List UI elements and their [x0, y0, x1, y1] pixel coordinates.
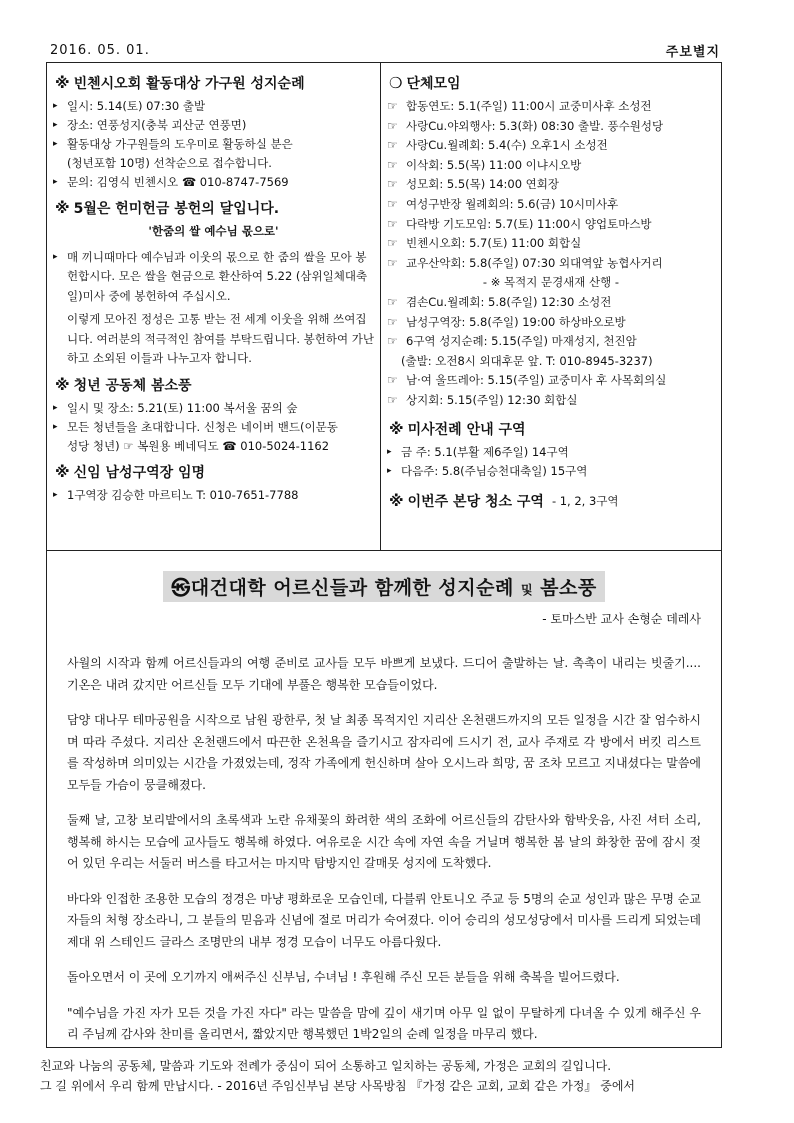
pointing-hand-icon: ☞ [387, 99, 398, 113]
section-title-district-leader: ※ 신임 남성구역장 임명 [55, 462, 206, 481]
triangle-bullet-icon: ▸ [53, 139, 58, 149]
pointing-hand-icon: ☞ [387, 157, 398, 172]
pilgrimage-departure-note: (출발: 오전8시 외대후문 앞. T: 010-8945-3237) [401, 353, 653, 368]
list-item: ☞ 겸손Cu.월례회: 5.8(주일) 12:30 소성전 [387, 293, 715, 313]
pointing-hand-icon: ☞ [387, 236, 398, 251]
page-header [50, 40, 720, 60]
article-paragraph: 사월의 시작과 함께 어르신들과의 여행 준비로 교사들 모두 바쁘게 보냈다. 드디어 출발하는 날. 촉촉이 내리는 빗줄기.... 기온은 내려 갔지만 어르신들 모두 기대에 부풀은 행복한 모습들이었다. [67, 656, 701, 692]
article-title: ㉿대건대학 어르신들과 함께한 성지순례 및 봄소풍 [163, 571, 604, 602]
cleaning-districts: - 1, 2, 3구역 [551, 493, 619, 508]
pointing-hand-icon: ☞ [387, 334, 398, 349]
special-mark-icon: ㉿ [171, 577, 191, 599]
pointing-hand-icon: ☞ [387, 118, 398, 133]
pointing-hand-icon: ☞ [387, 138, 398, 153]
rice-offering-subtitle: '한줌의 쌀 예수님 몫으로' [148, 224, 279, 238]
issue-date: 2016. 05. 01. [50, 42, 150, 58]
section-title-liturgy: ※ 미사전례 안내 구역 [389, 419, 526, 438]
pointing-hand-icon: ☞ [387, 216, 398, 231]
list-item: ▸ 활동대상 가구원들의 도우미로 활동하실 분은 [53, 135, 374, 154]
triangle-bullet-icon: ▸ [53, 489, 58, 500]
article-paragraph: 바다와 인접한 조용한 모습의 정경은 마냥 평화로운 모습인데, 다블뤼 안토니오 주교 등 5명의 순교 성인과 많은 무명 순교자들의 처형 장소라니, 그 분들의 믿음과 신념에 절로 머리가 숙여졌다. 이어 승리의 성모성당에서 미사를 드리게 되었는데 제대 위 스테인드 글라스 조명만의 내부 정경 모습이 너무도 아름다웠다. [67, 891, 701, 949]
triangle-bullet-icon: ▸ [387, 465, 392, 476]
triangle-bullet-icon: ▸ [53, 177, 58, 187]
right-column [381, 63, 721, 550]
list-item: ☞ 상지회: 5.15(주일) 12:30 회합실 [387, 391, 715, 411]
flower-mark-icon: ※ [55, 462, 70, 481]
list-item: ▸ 다음주: 5.8(주님승천대축일) 15구역 [387, 462, 715, 481]
article-byline: - 토마스반 교사 손형순 데레사 [542, 612, 701, 626]
pointing-hand-icon: ☞ [387, 196, 398, 211]
list-item: ☞ 6구역 성지순례: 5.15(주일) 마재성지, 천진암 [387, 332, 715, 352]
list-item: ☞ 교우산악회: 5.8(주일) 07:30 외대역앞 농협사거리 [387, 254, 715, 274]
flower-mark-icon: ※ [389, 419, 404, 438]
left-column [47, 63, 381, 550]
triangle-bullet-icon: ▸ [53, 120, 58, 130]
triangle-bullet-icon: ▸ [53, 402, 58, 413]
list-item: ☞ 남·여 울뜨레아: 5.15(주일) 교중미사 후 사목회의실 [387, 371, 715, 391]
article-paragraph: 돌아오면서 이 곳에 오기까지 애써주신 신부님, 수녀님 ! 후원해 주신 모든 분들을 위해 축복을 빌어드렸다. [67, 970, 620, 984]
flower-mark-icon: ※ [55, 375, 70, 394]
triangle-bullet-icon: ▸ [53, 251, 58, 262]
notice-grid [47, 63, 721, 551]
list-item: ☞ 성모회: 5.5(목) 14:00 연회장 [387, 175, 715, 195]
section-title-cleaning: ※ 이번주 본당 청소 구역 - 1, 2, 3구역 [389, 491, 619, 510]
list-item: ☞ 남성구역장: 5.8(주일) 19:00 하상바오로방 [387, 313, 715, 333]
section-title-vincent: ※ 빈첸시오회 활동대상 가구원 성지순례 [55, 74, 305, 92]
list-item: (청년포함 10명) 선착순으로 접수합니다. [67, 156, 272, 170]
footer-line: 그 길 위에서 우리 함께 만납시다. - 2016년 주임신부님 본당 사목방침 『가정 같은 교회, 교회 같은 가정』 중에서 [40, 1079, 636, 1093]
list-item: ▸ 문의: 김영식 빈첸시오 ☎ 010-8747-7569 [53, 173, 374, 192]
list-item: ☞ 합동연도: 5.1(주일) 11:00시 교중미사후 소성전 [387, 97, 715, 117]
list-item: ☞ 이삭회: 5.5(목) 11:00 이냐시오방 [387, 156, 715, 176]
list-item: ▸ 장소: 연풍성지(충북 괴산군 연풍면) [53, 116, 374, 135]
pointing-hand-icon: ☞ [387, 255, 398, 270]
flower-mark-icon: ※ [389, 491, 404, 510]
triangle-bullet-icon: ▸ [387, 446, 392, 457]
section-title-group-meetings: ❍ 단체모임 [389, 74, 461, 92]
pointing-hand-icon: ☞ [387, 392, 398, 407]
rice-offering-paragraph: 이렇게 모아진 정성은 고통 받는 전 세계 이웃을 위해 쓰여집니다. 여러분의 적극적인 참여를 부탁드립니다. 봉헌하여 가난하고 소외된 이들과 나누고자 합니다. [67, 312, 374, 365]
article-paragraph: "예수님을 가진 자가 모든 것을 가진 자다" 라는 말씀을 맘에 깊이 새기며 아무 일 없이 무탈하게 다녀올 수 있게 해주신 우리 주님께 감사와 찬미를 올리면서, 짧았지만 행복했던 1박2일의 순례 일정을 마무리 했다. [67, 1005, 701, 1041]
pointing-hand-icon: ☞ [387, 314, 398, 329]
pointing-hand-icon: ☞ [387, 294, 398, 309]
flower-mark-icon: ※ [55, 74, 70, 92]
pointing-hand-icon: ☞ [387, 177, 398, 192]
footer-line: 친교와 나눔의 공동체, 말씀과 기도와 전례가 중심이 되어 소통하고 일치하는 공동체, 가정은 교회의 길입니다. [40, 1059, 612, 1073]
list-item: ☞ 여성구반장 월례회의: 5.6(금) 10시미사후 [387, 195, 715, 215]
list-item: ▸ 일시 및 장소: 5.21(토) 11:00 복서울 꿈의 숲 [53, 399, 374, 418]
list-item: ▸ 매 끼니때마다 예수님과 이웃의 몫으로 한 줌의 쌀을 모아 봉헌합시다. 모은 쌀을 현금으로 환산하여 5.22 (삼위일체대축일)미사 중에 봉헌하여 주십시오. [53, 248, 374, 307]
triangle-bullet-icon: ▸ [53, 421, 58, 432]
bulletin-frame [46, 62, 722, 1048]
list-item: ☞ 사랑Cu.월례회: 5.4(수) 오후1시 소성전 [387, 136, 715, 156]
pointing-hand-icon: ☞ [387, 373, 398, 388]
section-title-rice-offering: ※ 5월은 헌미헌금 봉헌의 달입니다. [55, 199, 280, 217]
list-item: ☞ 빈첸시오회: 5.7(토) 11:00 회합실 [387, 234, 715, 254]
article-paragraph: 담양 대나무 테마공원을 시작으로 남원 광한루, 첫 날 최종 목적지인 지리산 온천랜드까지의 모든 일정을 시간 잘 엄수하시며 따라 주셨다. 지리산 온천랜드에서 따끈한 온천욕을 즐기시고 잠자리에 드시기 전, 교사 주재로 각 방에서 버킷 리스트를 작성하며 의미있는 시간을 가졌었는데, 정작 가족에게 헌신하며 살아 오시느라 희망, 꿈 조차 모르고 지내셨다는 말씀에 모두들 가슴이 뭉클해졌다. [67, 713, 701, 792]
article-paragraph: 둘째 날, 고창 보리밭에서의 초록색과 노란 유채꽃의 화려한 색의 조화에 어르신들의 감탄사와 함박웃음, 사진 셔터 소리, 행복해 하시는 모습에 교사들도 행복해 하였다. 여유로운 시간 속에 자연 속을 거닐며 행복한 봄 날의 화창한 꿈에 잠시 젖어 있던 우리는 서둘러 버스를 타고서는 마지막 탐방지인 갈매못 성지에 도착했다. [67, 813, 701, 870]
list-item: ▸ 1구역장 김승한 마르티노 T: 010-7651-7788 [53, 486, 374, 505]
circle-ring-icon: ❍ [389, 74, 403, 92]
list-item: ☞ 사랑Cu.야외행사: 5.3(화) 08:30 출발. 풍수원성당 [387, 117, 715, 137]
list-item: ▸ 일시: 5.14(토) 07:30 출발 [53, 97, 374, 116]
page-footer [40, 1056, 730, 1096]
article [47, 553, 721, 1047]
list-item: ☞ 다락방 기도모임: 5.7(토) 11:00시 양업토마스방 [387, 215, 715, 235]
flower-mark-icon: ※ [55, 199, 70, 217]
bulletin-title: 주보별지 [665, 44, 720, 60]
list-item: ▸ 금 주: 5.1(부활 제6주일) 14구역 [387, 443, 715, 462]
triangle-bullet-icon: ▸ [53, 101, 58, 111]
section-title-youth-picnic: ※ 청년 공동체 봄소풍 [55, 375, 192, 394]
hiking-note: - ※ 목적지 문경새재 산행 - [482, 275, 620, 290]
list-item: ▸ 모든 청년들을 초대합니다. 신청은 네이버 밴드(이문동 [53, 418, 374, 437]
list-item: 성당 청년) ☞ 복원용 베네딕도 ☎ 010-5024-1162 [67, 438, 330, 453]
